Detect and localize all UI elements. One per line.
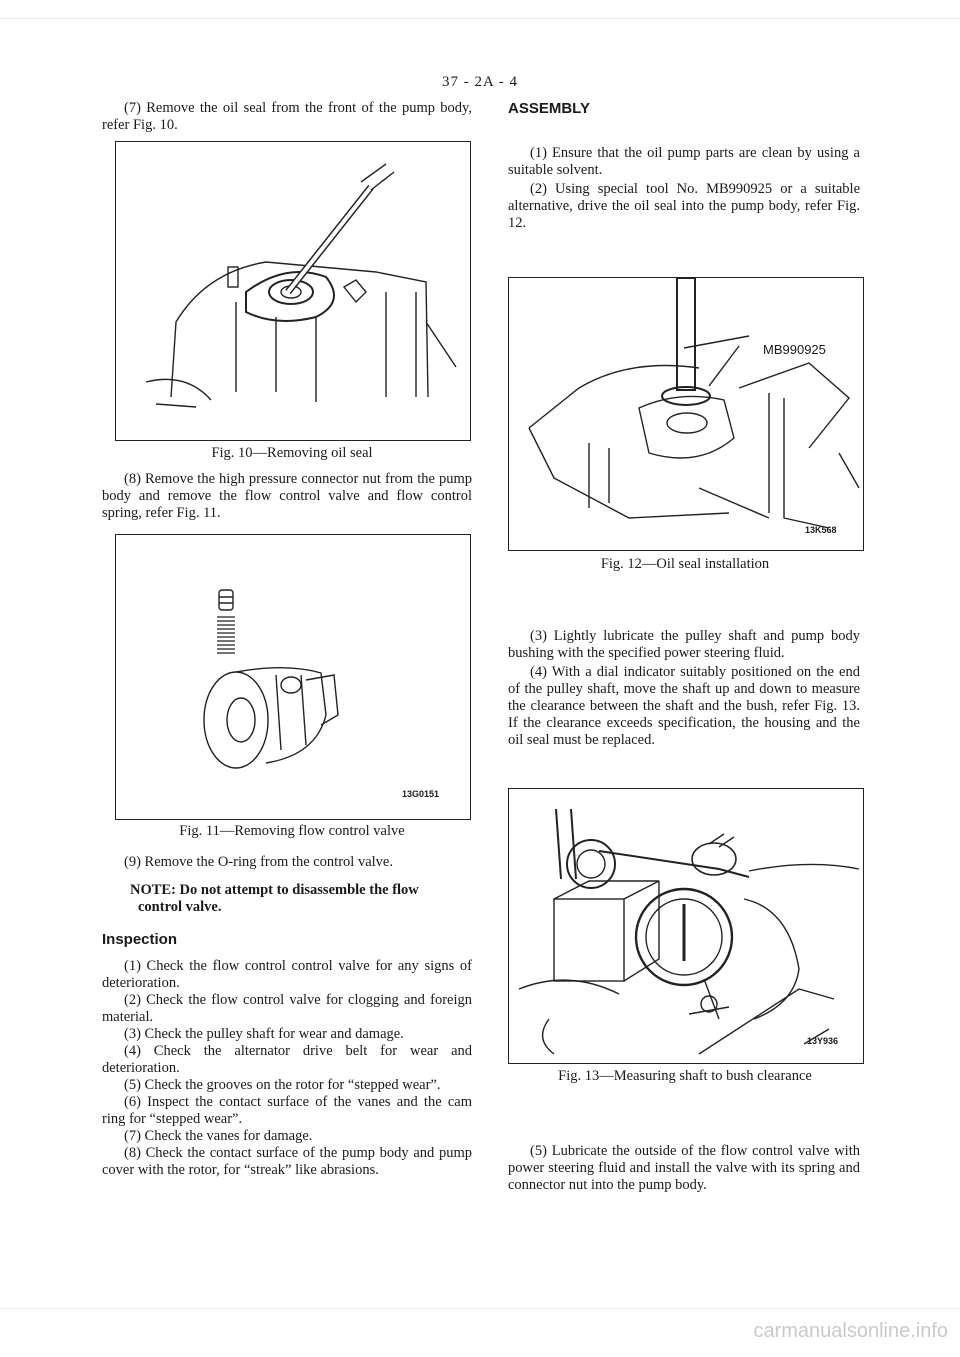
figure-12-illustration bbox=[509, 278, 863, 550]
figure-11-caption: Fig. 11—Removing flow control valve bbox=[179, 823, 405, 839]
note-text: NOTE: Do not attempt to disassemble the flow control valve. bbox=[130, 882, 419, 915]
step-9-text: (9) Remove the O-ring from the control valve. bbox=[124, 854, 393, 870]
figure-12 bbox=[508, 277, 864, 551]
assembly-step-5: (5) Lubricate the outside of the flow control valve with power steering fluid and install the valve with its spring and connector nut into the pump body. bbox=[508, 1143, 860, 1193]
figure-12-caption: Fig. 12—Oil seal installation bbox=[600, 556, 770, 572]
assembly-step-2: (2) Using special tool No. MB990925 or a suitable alternative, drive the oil seal into the pump body, refer Fig. 12. bbox=[508, 181, 860, 231]
inspection-item: (3) Check the pulley shaft for wear and damage. bbox=[124, 1026, 404, 1042]
figure-11-code: 13G0151 bbox=[402, 789, 440, 799]
top-divider bbox=[0, 18, 960, 19]
figure-12-code: 13K568 bbox=[805, 525, 837, 535]
figure-12-tool-label: MB990925 bbox=[763, 342, 826, 357]
inspection-item: (8) Check the contact surface of the pump body and pump cover with the rotor, for “streak” like abrasions. bbox=[102, 1145, 472, 1178]
figure-10 bbox=[115, 141, 471, 441]
inspection-list bbox=[102, 958, 472, 1179]
figure-10-illustration bbox=[116, 142, 470, 440]
figure-10-caption: Fig. 10—Removing oil seal bbox=[211, 445, 373, 461]
step-7-text: (7) Remove the oil seal from the front of the pump body, refer Fig. 10. bbox=[102, 100, 472, 133]
bottom-divider bbox=[0, 1308, 960, 1309]
figure-11 bbox=[115, 534, 471, 820]
inspection-item: (5) Check the grooves on the rotor for “stepped wear”. bbox=[124, 1077, 441, 1093]
figure-11-illustration bbox=[116, 535, 470, 819]
assembly-step-4: (4) With a dial indicator suitably positioned on the end of the pulley shaft, move the shaft up and down to measure the clearance between the shaft and the bush, refer Fig. 13. If the clearance exceeds specification, the housing and the oil seal must be replaced. bbox=[508, 664, 860, 748]
assembly-step-1: (1) Ensure that the oil pump parts are clean by using a suitable solvent. bbox=[508, 145, 860, 178]
page-number: 37 - 2A - 4 bbox=[442, 74, 518, 90]
figure-13 bbox=[508, 788, 864, 1064]
watermark-text: carmanualsonline.info bbox=[753, 1320, 948, 1342]
inspection-item: (6) Inspect the contact surface of the vanes and the cam ring for “stepped wear”. bbox=[102, 1094, 472, 1127]
inspection-item: (1) Check the flow control control valve for any signs of deterioration. bbox=[102, 958, 472, 991]
step-8-text: (8) Remove the high pressure connector nut from the pump body and remove the flow control valve and flow control spring, refer Fig. 11. bbox=[102, 471, 472, 521]
inspection-item: (7) Check the vanes for damage. bbox=[124, 1128, 313, 1144]
figure-13-caption: Fig. 13—Measuring shaft to bush clearance bbox=[558, 1068, 812, 1084]
inspection-item: (2) Check the flow control valve for clogging and foreign material. bbox=[102, 992, 472, 1025]
assembly-step-3: (3) Lightly lubricate the pulley shaft and pump body bushing with the specified power steering fluid. bbox=[508, 628, 860, 661]
inspection-heading: Inspection bbox=[102, 931, 178, 948]
inspection-item: (4) Check the alternator drive belt for wear and deterioration. bbox=[102, 1043, 472, 1076]
figure-13-illustration bbox=[509, 789, 863, 1063]
figure-13-code: 13Y936 bbox=[807, 1036, 839, 1046]
assembly-heading: ASSEMBLY bbox=[508, 100, 590, 117]
